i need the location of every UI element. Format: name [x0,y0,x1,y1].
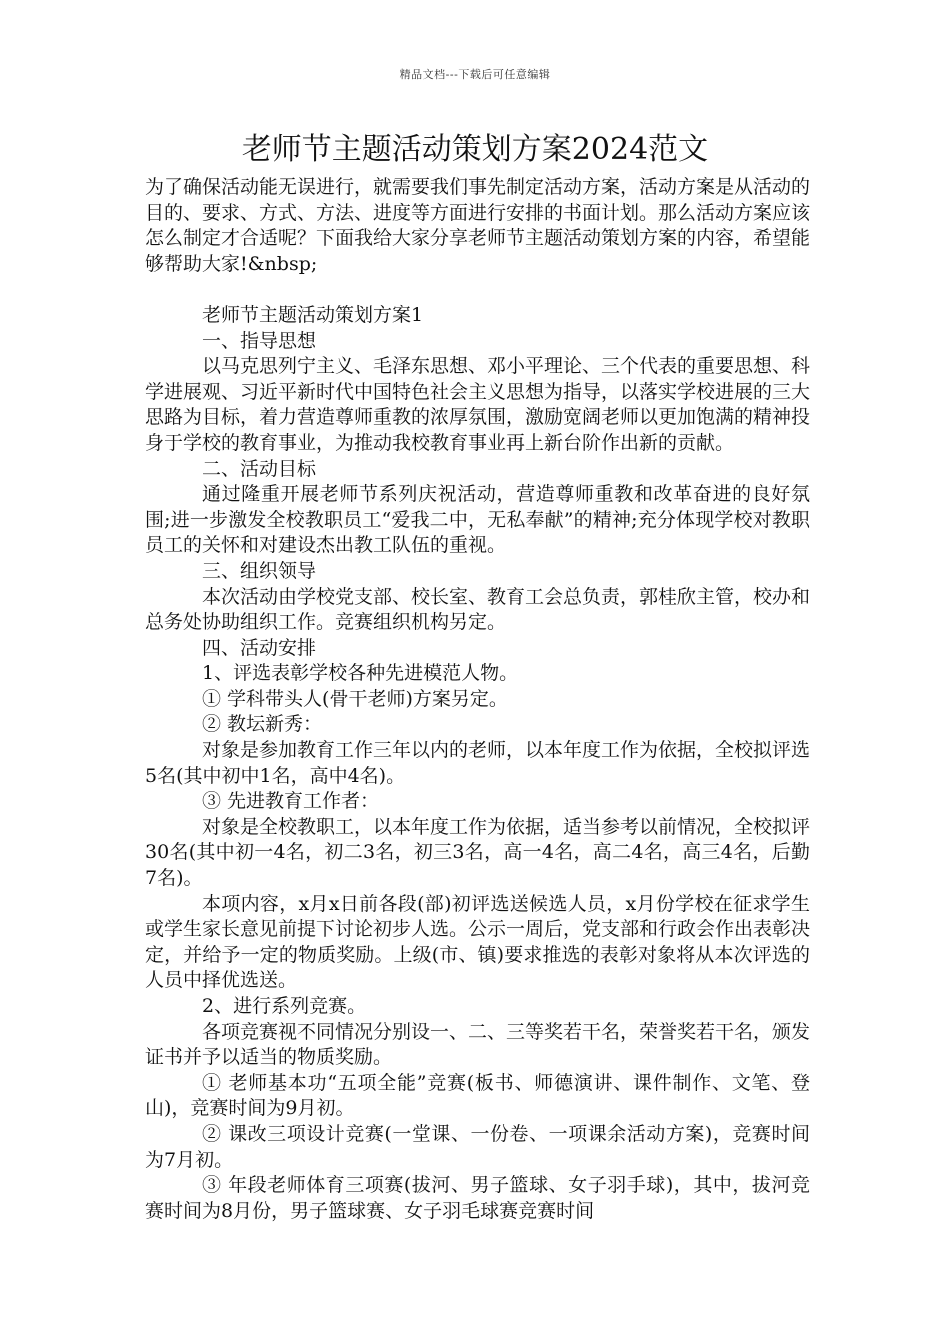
page-header-note: 精品文档---下载后可任意编辑 [399,68,551,81]
document-body [145,175,810,1224]
body-paragraph: 对象是参加教育工作三年以内的老师，以本年度工作为依据，全校拟评选5名(其中初中1名，高中4名)。 [145,739,811,787]
list-item: ① 学科带头人(骨干老师)方案另定。 [202,687,508,710]
body-paragraph: 以马克思列宁主义、毛泽东思想、邓小平理论、三个代表的重要思想、科学进展观、习近平新时代中国特色社会主义思想为指导，以落实学校进展的三大思路为目标，着力营造尊师重教的浓厚氛围，激励宽阔老师以更加饱满的精神投身于学校的教育事业，为推动我校教育事业再上新台阶作出新的贡献。 [145,355,811,454]
heading-organization: 三、组织领导 [202,559,317,582]
body-paragraph: 本次活动由学校党支部、校长室、教育工会总负责，郭桂欣主管，校办和总务处协助组织工作。竞赛组织机构另定。 [145,585,811,634]
body-paragraph: 各项竞赛视不同情况分别设一、二、三等奖若干名，荣誉奖若干名，颁发证书并予以适当的物质奖励。 [145,1020,811,1069]
body-paragraph: 对象是全校教职工，以本年度工作为依据，适当参考以前情况，全校拟评30名(其中初一4名，初二3名，初三3名，高一4名，高二4名，高三4名，后勤7名)。 [145,815,811,890]
paragraph-gap [145,277,810,303]
heading-activity-arrangement: 四、活动安排 [202,636,317,659]
body-paragraph: 本项内容，x月x日前各段(部)初评选送候选人员，x月份学校在征求学生或学生家长意见前提下讨论初步人选。公示一周后，党支部和行政会作出表彰决定，并给予一定的物质奖励。上级(市、镇)要求推选的表彰对象将从本次评选的人员中择优选送。 [145,892,811,992]
body-paragraph: ② 课改三项设计竞赛(一堂课、一份卷、一项课余活动方案)，竞赛时间为7月初。 [145,1122,810,1171]
body-paragraph: 通过隆重开展老师节系列庆祝活动，营造尊师重教和改革奋进的良好氛围;进一步激发全校教职员工“爱我二中，无私奉献”的精神;充分体现学校对教职员工的关怀和对建设杰出教工队伍的重视。 [145,483,810,557]
body-paragraph: ① 老师基本功“五项全能”竞赛(板书、师德演讲、课件制作、文笔、登山)，竞赛时间为9月初。 [145,1071,810,1120]
list-item: 2、进行系列竞赛。 [202,995,367,1017]
section-title: 老师节主题活动策划方案1 [202,303,424,326]
document-title: 老师节主题活动策划方案2024范文 [241,132,709,167]
intro-paragraph: 为了确保活动能无误进行，就需要我们事先制定活动方案，活动方案是从活动的目的、要求、方式、方法、进度等方面进行安排的书面计划。那么活动方案应该怎么制定才合适呢？下面我给大家分享老师节主题活动策划方案的内容，希望能够帮助大家!&nbsp; [145,176,811,275]
heading-activity-goals: 二、活动目标 [202,457,317,480]
list-item: ② 教坛新秀： [202,713,323,736]
list-item: 1、评选表彰学校各种先进模范人物。 [202,662,519,685]
body-paragraph: ③ 年段老师体育三项赛(拔河、男子篮球、女子羽手球)，其中，拔河竞赛时间为8月份，男子篮球赛、女子羽毛球赛竞赛时间 [145,1174,810,1222]
list-item: ③ 先进教育工作者： [202,790,380,813]
heading-guiding-ideology: 一、指导思想 [202,329,317,352]
